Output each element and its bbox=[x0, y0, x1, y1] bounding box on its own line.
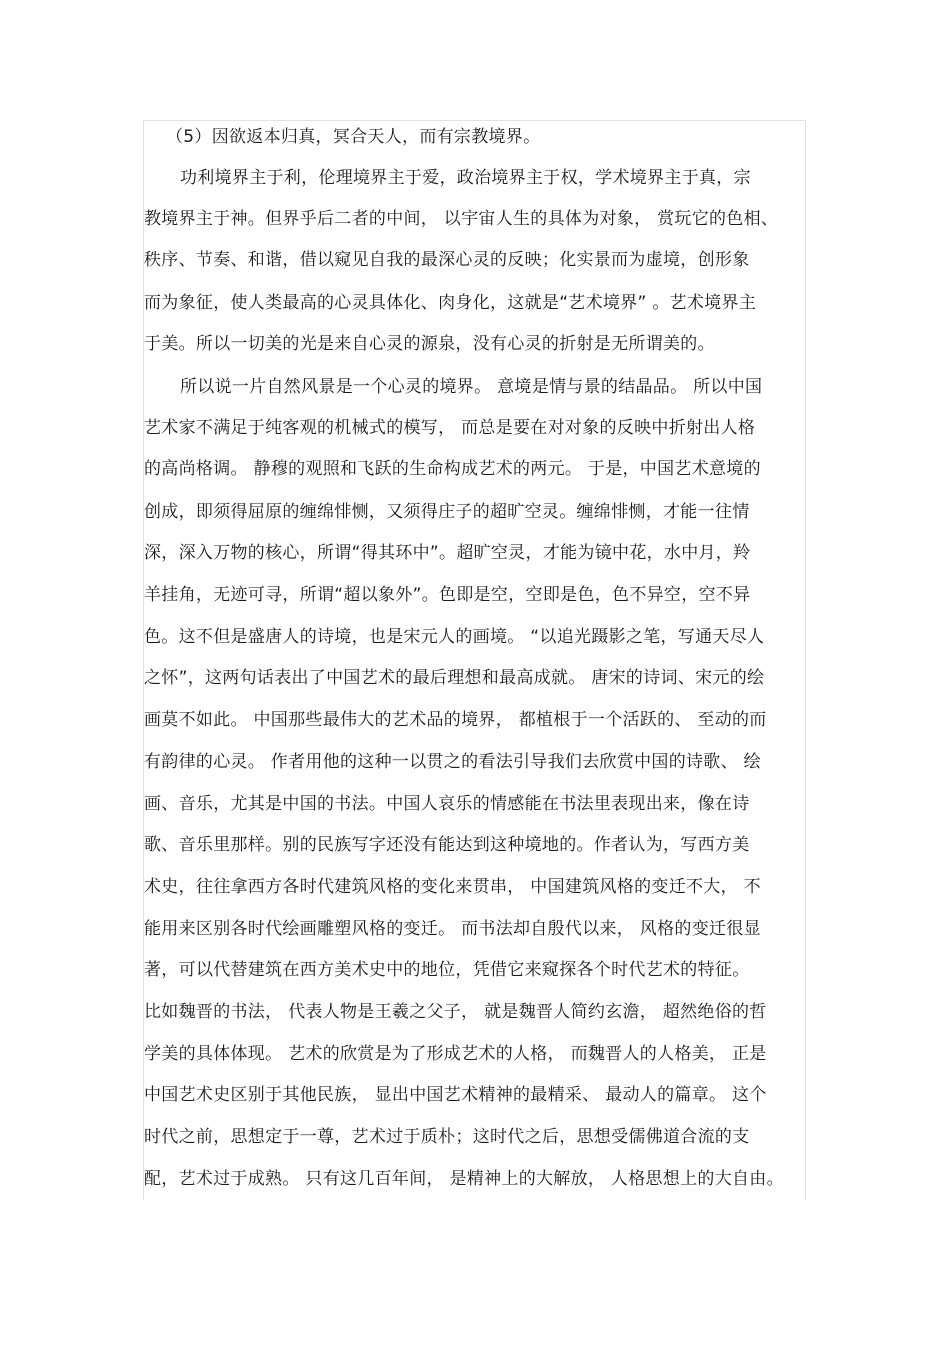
text-line: 教境界主于神。但界乎后二者的中间， 以宇宙人生的具体为对象， 赏玩它的色相、 bbox=[144, 209, 779, 229]
text-line: （5）因欲返本归真，冥合天人，而有宗教境界。 bbox=[166, 127, 541, 147]
text-line: 创成，即须得屈原的缠绵悱恻，又须得庄子的超旷空灵。缠绵悱恻，才能一往情 bbox=[144, 502, 750, 522]
text-line: 能用来区别各时代绘画雕塑风格的变迁。 而书法却自殷代以来， 风格的变迁很显 bbox=[144, 919, 761, 939]
text-line: 色。这不但是盛唐人的诗境，也是宋元人的画境。 “以追光蹑影之笔，写通天尽人 bbox=[144, 627, 765, 647]
text-line: 于美。所以一切美的光是来自心灵的源泉，没有心灵的折射是无所谓美的。 bbox=[144, 334, 715, 354]
text-line: 的高尚格调。 静穆的观照和飞跃的生命构成艺术的两元。 于是，中国艺术意境的 bbox=[144, 459, 761, 479]
text-line: 深，深入万物的核心，所谓“得其环中”。超旷空灵，才能为镜中花，水中月，羚 bbox=[144, 543, 751, 563]
text-line: 有韵律的心灵。 作者用他的这种一以贯之的看法引导我们去欣赏中国的诗歌、 绘 bbox=[144, 752, 761, 772]
text-line: 配，艺术过于成熟。 只有这几百年间， 是精神上的大解放， 人格思想上的大自由。 bbox=[144, 1169, 784, 1189]
text-line: 画莫不如此。 中国那些最伟大的艺术品的境界， 都植根于一个活跃的、 至动的而 bbox=[144, 710, 767, 730]
text-line: 之怀”，这两句话表出了中国艺术的最后理想和最高成就。 唐宋的诗词、宋元的绘 bbox=[144, 668, 765, 688]
text-line: 歌、音乐里那样。别的民族写字还没有能达到这种境地的。作者认为，写西方美 bbox=[144, 835, 750, 855]
text-line: 比如魏晋的书法， 代表人物是王羲之父子， 就是魏晋人简约玄澹， 超然绝俗的哲 bbox=[144, 1002, 767, 1022]
text-line: 功利境界主于利，伦理境界主于爱，政治境界主于权，学术境界主于真，宗 bbox=[180, 168, 751, 188]
text-line: 著，可以代替建筑在西方美术史中的地位，凭借它来窥探各个时代艺术的特征。 bbox=[144, 960, 750, 980]
text-line: 中国艺术史区别于其他民族， 显出中国艺术精神的最精采、 最动人的篇章。 这个 bbox=[144, 1085, 767, 1105]
text-line: 羊挂角，无迹可寻，所谓“超以象外”。色即是空，空即是色，色不异空，空不异 bbox=[144, 585, 751, 605]
text-line: 而为象征，使人类最高的心灵具体化、肉身化，这就是“艺术境界” 。艺术境界主 bbox=[144, 293, 757, 313]
text-line: 术史，往往拿西方各时代建筑风格的变化来贯串， 中国建筑风格的变迁不大， 不 bbox=[144, 877, 761, 897]
text-line: 时代之前，思想定于一尊，艺术过于质朴；这时代之后，思想受儒佛道合流的支 bbox=[144, 1127, 750, 1147]
text-line: 学美的具体体现。 艺术的欣赏是为了形成艺术的人格， 而魏晋人的人格美， 正是 bbox=[144, 1044, 767, 1064]
text-line: 秩序、节奏、和谐，借以窥见自我的最深心灵的反映；化实景而为虚境，创形象 bbox=[144, 250, 750, 270]
text-line: 所以说一片自然风景是一个心灵的境界。 意境是情与景的结晶品。 所以中国 bbox=[180, 377, 763, 397]
page-frame bbox=[143, 120, 806, 1200]
text-line: 画、音乐，尤其是中国的书法。中国人哀乐的情感能在书法里表现出来，像在诗 bbox=[144, 794, 750, 814]
text-line: 艺术家不满足于纯客观的机械式的模写， 而总是要在对对象的反映中折射出人格 bbox=[144, 418, 756, 438]
